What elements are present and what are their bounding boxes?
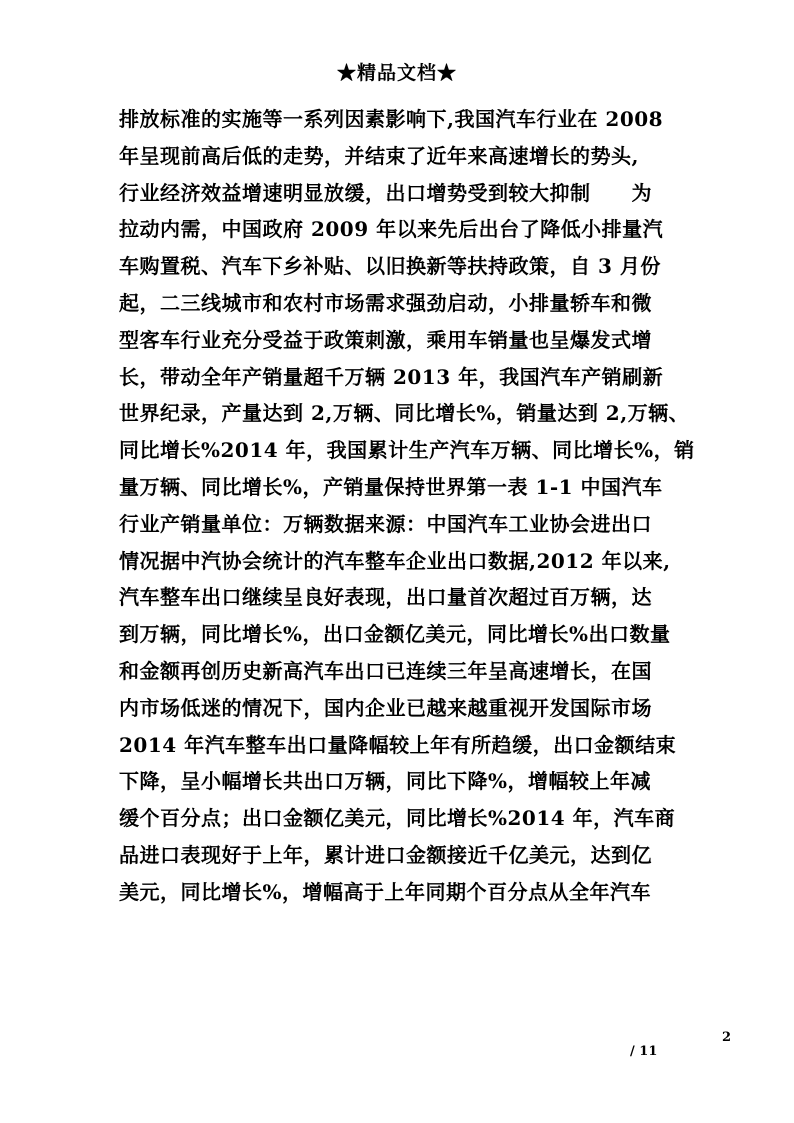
text-line: 车购置税、汽车下乡补贴、以旧换新等扶持政策，自 3 月份 bbox=[119, 254, 661, 279]
text-line: 情况据中汽协会统计的汽车整车企业出口数据,2012 年以来, bbox=[119, 548, 671, 573]
text-line: 长，带动全年产销量超千万辆 2013 年，我国汽车产销刷新 bbox=[119, 364, 664, 389]
text-line: 同比增长%2014 年，我国累计生产汽车万辆、同比增长%，销 bbox=[119, 438, 695, 463]
text-line: 量万辆、同比增长%，产销量保持世界第一表 1-1 中国汽车 bbox=[119, 474, 663, 499]
text-line: 年呈现前高后低的走势，并结束了近年来高速增长的势头, bbox=[119, 143, 639, 168]
text-line: 到万辆，同比增长%，出口金额亿美元，同比增长%出口数量 bbox=[119, 622, 671, 647]
text-line: 美元，同比增长%，增幅高于上年同期个百分点从全年汽车 bbox=[119, 879, 652, 904]
text-line: 2014 年汽车整车出口量降幅较上年有所趋缓，出口金额结束 bbox=[119, 732, 677, 757]
page-number: 2 bbox=[722, 1030, 732, 1045]
text-line: 拉动内需，中国政府 2009 年以来先后出台了降低小排量汽 bbox=[119, 217, 664, 242]
text-line: 汽车整车出口继续呈良好表现，出口量首次超过百万辆，达 bbox=[119, 585, 652, 610]
text-line: 行业经济效益增速明显放缓，出口增势受到较大抑制 为 bbox=[119, 180, 652, 205]
document-body bbox=[119, 101, 695, 911]
text-line: 排放标准的实施等一系列因素影响下,我国汽车行业在 2008 bbox=[119, 107, 664, 131]
text-line: 下降，呈小幅增长共出口万辆，同比下降%，增幅较上年减 bbox=[119, 769, 652, 794]
text-line: 和金额再创历史新高汽车出口已连续三年呈高速增长，在国 bbox=[119, 658, 652, 683]
text-line: 起，二三线城市和农村市场需求强劲启动，小排量轿车和微 bbox=[119, 290, 652, 315]
page-header: ★精品文档★ bbox=[336, 62, 457, 84]
page-total: / 11 bbox=[630, 1044, 658, 1059]
text-line: 内市场低迷的情况下，国内企业已越来越重视开发国际市场 bbox=[119, 695, 652, 720]
text-line: 行业产销量单位：万辆数据来源：中国汽车工业协会进出口 bbox=[119, 511, 652, 536]
text-line: 世界纪录，产量达到 2,万辆、同比增长%，销量达到 2,万辆、 bbox=[119, 401, 690, 426]
text-line: 型客车行业充分受益于政策刺激，乘用车销量也呈爆发式增 bbox=[119, 327, 652, 352]
text-line: 品进口表现好于上年，累计进口金额接近千亿美元，达到亿 bbox=[119, 842, 652, 867]
text-line: 缓个百分点；出口金额亿美元，同比增长%2014 年，汽车商 bbox=[119, 806, 676, 831]
